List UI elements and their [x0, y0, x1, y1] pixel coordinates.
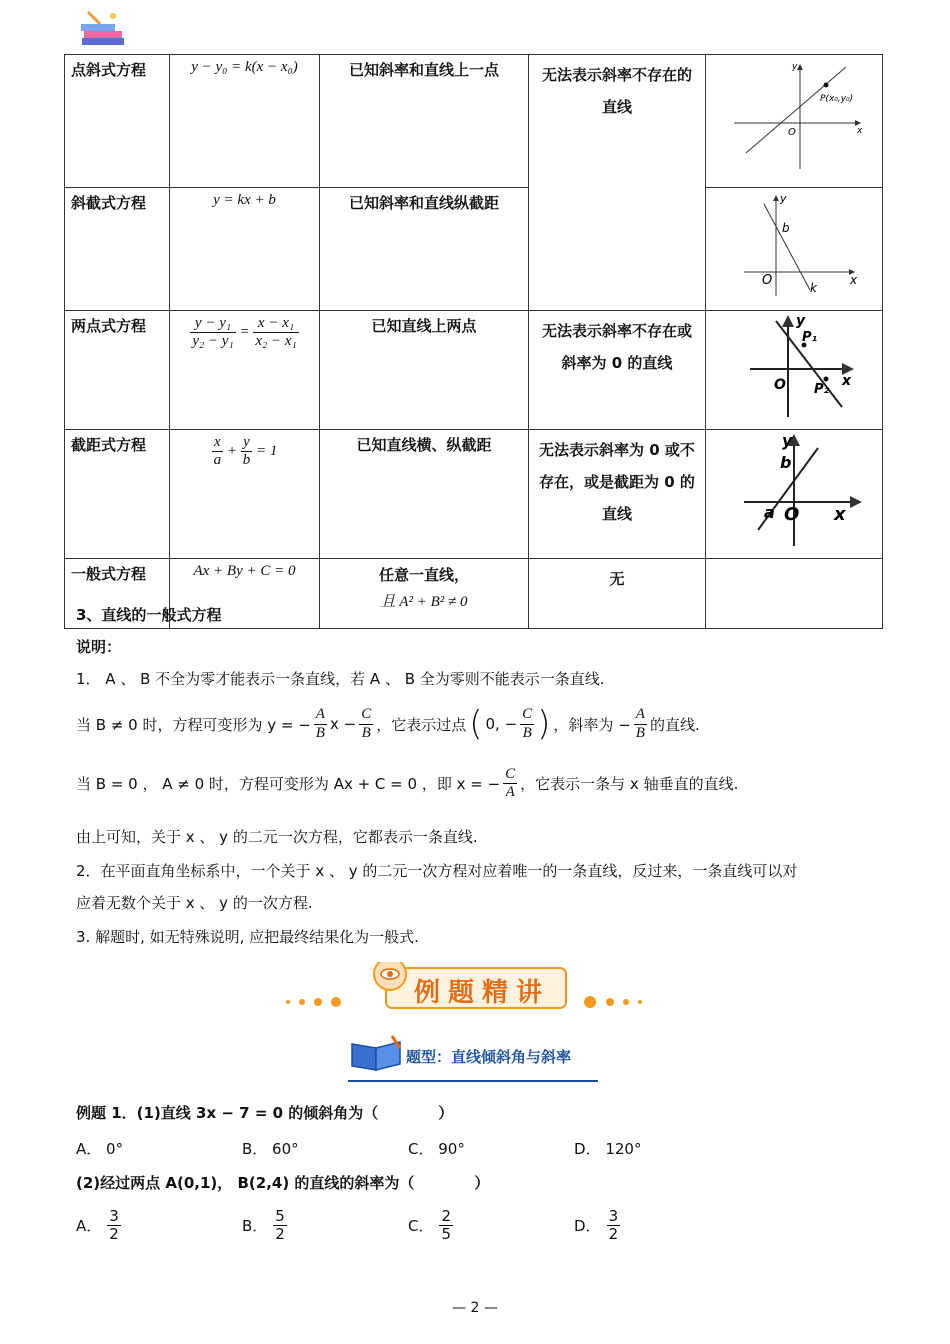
frac-denominator: B	[315, 724, 325, 741]
frac-numerator: x − x₁	[253, 315, 298, 333]
text-run: ，它表示过点	[376, 715, 467, 734]
paragraph-4: 由上可知，关于 x 、 y 的二元一次方程，它都表示一条直线.	[76, 828, 478, 846]
paragraph-6: 应着无数个关于 x 、 y 的一次方程.	[76, 894, 313, 912]
form-condition: 已知直线上两点	[320, 311, 529, 430]
slope-intercept-graph	[706, 188, 883, 311]
origin-label: O	[774, 377, 786, 393]
form-limitation: 无法表示斜率为 0 或不存在，或是截距为 0 的直线	[529, 430, 706, 559]
question-type-header	[348, 1034, 598, 1086]
frac-denominator: 2	[608, 1225, 619, 1244]
p1-label: P₁	[802, 330, 818, 345]
intercept-graph	[706, 430, 883, 559]
frac-numerator: C	[359, 706, 373, 724]
intercept-a-label: a	[764, 503, 775, 522]
point-text: 0, −	[485, 715, 518, 733]
axis-y-label: y	[780, 192, 787, 205]
table-row	[65, 311, 883, 430]
form-equation: Ax + By + C = 0	[170, 559, 320, 629]
frac-denominator: 2	[109, 1225, 119, 1244]
frac-numerator: 2	[441, 1207, 452, 1225]
frac-denominator: B	[361, 724, 371, 741]
two-point-graph	[706, 311, 883, 430]
origin-label: O	[788, 127, 796, 138]
option-c[interactable]	[408, 1208, 453, 1244]
paragraph-7: 3. 解题时, 如无特殊说明, 应把最终结果化为一般式.	[76, 928, 419, 946]
option-c[interactable]: C． 90°	[408, 1140, 465, 1158]
frac-denominator: a	[213, 452, 222, 469]
frac-numerator: C	[520, 706, 534, 724]
paragraph-5: 2．在平面直角坐标系中，一个关于 x 、 y 的二元一次方程对应着唯一的一条直线，反过来，一条直线可以对	[76, 862, 798, 880]
form-equation: y = kx + b	[170, 188, 320, 311]
frac-numerator: 3	[608, 1207, 619, 1225]
section-general-form	[76, 600, 886, 960]
section-title: 3、直线的一般式方程	[76, 606, 222, 624]
header-underline	[348, 1080, 598, 1082]
form-condition: 已知斜率和直线纵截距	[320, 188, 529, 311]
frac-numerator: y	[241, 434, 253, 452]
table-row	[65, 55, 883, 188]
question-2-stem: (2)经过两点 A(0,1)， B(2,4) 的直线的斜率为（ ）	[76, 1174, 490, 1192]
form-equation: y − y₀ = k(x − x₀)	[170, 55, 320, 188]
form-limitation: 无法表示斜率不存在或斜率为 0 的直线	[529, 311, 706, 430]
condition-line2: 且 A² + B² ≠ 0	[380, 594, 468, 610]
axis-y-label: y	[782, 434, 793, 450]
book-icon	[348, 1034, 408, 1074]
line-forms-table	[64, 54, 883, 629]
frac-numerator: x	[212, 434, 224, 452]
frac-denominator: b	[242, 452, 251, 469]
frac-numerator: C	[503, 766, 517, 784]
option-label: A．	[76, 1217, 102, 1236]
table-row	[65, 188, 883, 311]
frac-denominator: 5	[441, 1225, 452, 1244]
form-limitation: 无	[529, 559, 706, 629]
question-type-title: 题型：直线倾斜角与斜率	[406, 1048, 572, 1066]
form-name: 两点式方程	[65, 311, 170, 430]
condition-line1: 任意一直线，	[378, 566, 469, 584]
option-label: B．	[242, 1217, 268, 1236]
axis-y-label: y	[792, 62, 798, 72]
paren-right: )	[537, 704, 551, 744]
paren-left: (	[469, 704, 483, 744]
equals-sign: =	[239, 324, 250, 341]
option-b[interactable]	[242, 1208, 287, 1244]
form-name: 一般式方程	[65, 559, 170, 629]
paragraph-1: 1． A 、 B 不全为零才能表示一条直线，若 A 、 B 全为零则不能表示一条直线.	[76, 670, 605, 688]
table-row	[65, 430, 883, 559]
axis-x-label: x	[834, 504, 846, 525]
axis-y-label: y	[796, 315, 806, 329]
frac-numerator: 5	[275, 1207, 285, 1225]
frac-denominator: A	[505, 784, 515, 801]
form-limitation: 无法表示斜率不存在的直线	[529, 55, 706, 311]
plus-sign: +	[226, 443, 237, 460]
option-b[interactable]: B． 60°	[242, 1140, 299, 1158]
text-run: ，斜率为 −	[553, 715, 631, 734]
question-1-stem: 例题 1．(1)直线 3x − 7 = 0 的倾斜角为（ ）	[76, 1104, 454, 1122]
form-equation	[170, 311, 320, 430]
frac-numerator: y − y₁	[190, 315, 235, 333]
text-run: ，它表示一条与 x 轴垂直的直线.	[520, 775, 739, 794]
option-a[interactable]	[76, 1208, 121, 1244]
frac-denominator: y₂ − y₁	[192, 333, 234, 350]
form-name: 截距式方程	[65, 430, 170, 559]
frac-denominator: B	[522, 724, 532, 741]
intercept-b-label: b	[780, 453, 792, 472]
p2-label: P₂	[814, 382, 830, 397]
point-slope-graph	[706, 55, 883, 188]
frac-numerator: 3	[109, 1207, 119, 1225]
text-run: 当 B = 0 ， A ≠ 0 时，方程可变形为 Ax + C = 0 ，即 x = −	[76, 775, 501, 794]
note-label: 说明：	[76, 638, 122, 656]
logo-books-icon	[78, 8, 128, 50]
paragraph-3	[76, 766, 738, 802]
equation-rhs: = 1	[256, 443, 278, 460]
text-run: x −	[329, 715, 357, 733]
frac-denominator: 2	[275, 1225, 285, 1244]
option-label: D．	[574, 1217, 601, 1236]
frac-denominator: x₂ − x₁	[255, 333, 297, 350]
intercept-b-label: b	[782, 221, 790, 235]
text-run: 当 B ≠ 0 时，方程可变形为 y = −	[76, 715, 311, 734]
frac-numerator: A	[314, 706, 327, 724]
text-run: 的直线.	[649, 715, 700, 734]
paragraph-2	[76, 704, 700, 744]
examples-banner	[280, 962, 670, 1018]
frac-denominator: B	[635, 724, 645, 741]
form-equation	[170, 430, 320, 559]
form-name: 点斜式方程	[65, 55, 170, 188]
banner-title: 例题精讲	[413, 978, 550, 1008]
option-a[interactable]: A． 0°	[76, 1140, 124, 1158]
frac-numerator: A	[634, 706, 647, 724]
axis-x-label: x	[857, 126, 863, 136]
axis-x-label: x	[850, 273, 858, 287]
form-condition: 已知斜率和直线上一点	[320, 55, 529, 188]
origin-label: O	[784, 504, 800, 525]
point-label: P(x₀,y₀)	[820, 94, 854, 104]
option-label: C．	[408, 1217, 434, 1236]
slope-k-label: k	[810, 281, 817, 295]
option-d[interactable]	[574, 1208, 620, 1244]
axis-x-label: x	[842, 373, 852, 389]
page-number: — 2 —	[452, 1300, 498, 1316]
form-name: 斜截式方程	[65, 188, 170, 311]
form-condition: 已知直线横、纵截距	[320, 430, 529, 559]
origin-label: O	[762, 273, 773, 288]
option-d[interactable]: D． 120°	[574, 1140, 642, 1158]
